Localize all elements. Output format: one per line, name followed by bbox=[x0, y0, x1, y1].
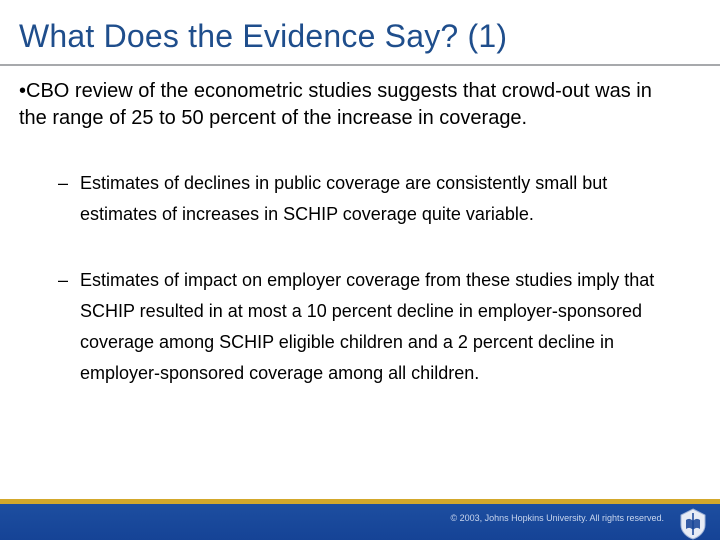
sub-bullet bbox=[58, 168, 680, 230]
dash-marker: – bbox=[58, 173, 69, 193]
sub-bullet-text: Estimates of declines in public coverage are consistently small but estimates of increases in SCHIP coverage quite variable. bbox=[80, 173, 608, 224]
title-divider bbox=[0, 64, 720, 66]
slide-title: What Does the Evidence Say? (1) bbox=[19, 18, 508, 54]
main-bullet bbox=[19, 78, 659, 132]
main-bullet-text: CBO review of the econometric studies suggests that crowd-out was in the range of 25 to 50 percent of the increase in coverage. bbox=[19, 80, 652, 129]
dash-marker: – bbox=[58, 270, 69, 290]
bullet-marker: • bbox=[19, 80, 27, 102]
sub-bullet-text: Estimates of impact on employer coverage from these studies imply that SCHIP resulted in at most a 10 percent decline in employer-sponsored coverage among SCHIP eligible children and a 2 percent decline in employer-sponsored coverage among all children. bbox=[80, 270, 655, 383]
university-seal-icon bbox=[676, 506, 710, 540]
copyright-notice: © 2003, Johns Hopkins University. All rights reserved. bbox=[450, 513, 664, 523]
sub-bullet bbox=[58, 265, 680, 389]
